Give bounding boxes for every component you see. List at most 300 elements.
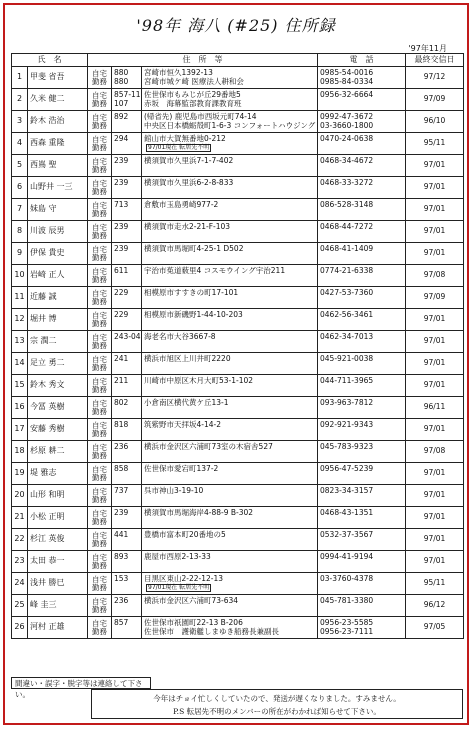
- type-line: 自宅: [92, 266, 107, 276]
- addr-line: 倉敷市玉島勇崎977-2: [144, 200, 219, 210]
- row-number: 3: [12, 111, 28, 133]
- addr-line: 横須賀市久里浜6-2-8-833: [144, 178, 234, 188]
- zip-line: 107: [114, 98, 129, 108]
- zip-line: 294: [114, 134, 129, 144]
- zip-line: 229: [114, 310, 129, 320]
- addr-line: 横浜市金沢区六浦町73室の木宿舎527: [144, 442, 273, 452]
- type-line: 勤務: [92, 274, 107, 284]
- address-type: [88, 375, 112, 397]
- address-type: [88, 441, 112, 463]
- postal-code: [112, 111, 142, 133]
- table-row: [12, 331, 464, 353]
- row-number: 5: [12, 155, 28, 177]
- tel-line: 0470-24-0638: [320, 134, 374, 144]
- member-name: 岩崎 正人: [28, 265, 88, 287]
- address-type: [88, 221, 112, 243]
- zip-line: 236: [114, 596, 129, 606]
- phone-number: [318, 177, 406, 199]
- address: [142, 67, 318, 89]
- phone-number: [318, 111, 406, 133]
- last-contact-date: 97/01: [406, 243, 464, 265]
- zip-line: [114, 628, 139, 636]
- zip-line: [114, 320, 139, 328]
- addr-line: 小倉南区横代黄ケ丘13-1: [144, 398, 229, 408]
- addr-line: 佐世保市もみじが丘29番地5: [144, 90, 241, 100]
- tel-line: [320, 166, 403, 174]
- member-name: 堀井 博: [28, 309, 88, 331]
- address-type: [88, 265, 112, 287]
- phone-number: [318, 309, 406, 331]
- member-name: 伊保 貴史: [28, 243, 88, 265]
- tel-line: 0823-34-3157: [320, 486, 374, 496]
- phone-number: [318, 67, 406, 89]
- header-address: 住 所 等: [88, 54, 318, 67]
- zip-line: [114, 232, 139, 240]
- addr-line: [144, 166, 315, 174]
- type-line: 勤務: [92, 604, 107, 614]
- tel-line: [320, 474, 403, 482]
- address-table: [11, 53, 464, 639]
- last-contact-date: 97/01: [406, 199, 464, 221]
- last-contact-date: 95/11: [406, 133, 464, 155]
- addr-line: 横須賀市久里浜7-1-7-402: [144, 156, 234, 166]
- phone-number: [318, 507, 406, 529]
- postal-code: [112, 463, 142, 485]
- member-name: 妹島 守: [28, 199, 88, 221]
- tel-line: 0956-32-6664: [320, 90, 374, 100]
- last-contact-date: 97/01: [406, 551, 464, 573]
- phone-number: [318, 265, 406, 287]
- address: [142, 243, 318, 265]
- zip-line: [114, 122, 139, 130]
- postal-code: [112, 67, 142, 89]
- addr-line: [144, 584, 315, 592]
- type-line: 勤務: [92, 252, 107, 262]
- tel-line: 092-921-9343: [320, 420, 374, 430]
- postal-code: [112, 573, 142, 595]
- row-number: 9: [12, 243, 28, 265]
- tel-line: [320, 320, 403, 328]
- row-number: 14: [12, 353, 28, 375]
- address-type: [88, 67, 112, 89]
- type-line: 自宅: [92, 200, 107, 210]
- table-row: [12, 573, 464, 595]
- zip-line: [114, 276, 139, 284]
- addr-line: 佐世保市祇園町22-13 B-206: [144, 618, 243, 628]
- page-title: '98年 海八 (#25) 住所録: [136, 16, 336, 35]
- address: [142, 617, 318, 639]
- tel-line: [320, 430, 403, 438]
- type-line: 勤務: [92, 362, 107, 372]
- row-number: 13: [12, 331, 28, 353]
- type-line: 勤務: [92, 516, 107, 526]
- tel-line: [320, 540, 403, 548]
- zip-line: 239: [114, 508, 129, 518]
- zip-line: [114, 342, 139, 350]
- tel-line: [320, 562, 403, 570]
- last-contact-date: 97/01: [406, 353, 464, 375]
- tel-line: 0774-21-6338: [320, 266, 374, 276]
- type-line: 自宅: [92, 178, 107, 188]
- last-contact-date: 97/01: [406, 507, 464, 529]
- row-number: 24: [12, 573, 28, 595]
- type-line: 勤務: [92, 318, 107, 328]
- type-line: 自宅: [92, 618, 107, 628]
- last-contact-date: 97/05: [406, 617, 464, 639]
- address: [142, 595, 318, 617]
- type-line: 自宅: [92, 420, 107, 430]
- member-name: 小松 正明: [28, 507, 88, 529]
- address-type: [88, 595, 112, 617]
- zip-line: [114, 364, 139, 372]
- table-row: [12, 177, 464, 199]
- zip-line: 818: [114, 420, 129, 430]
- postal-code: [112, 529, 142, 551]
- addr-line: [144, 540, 315, 548]
- member-name: 堤 雅志: [28, 463, 88, 485]
- row-number: 26: [12, 617, 28, 639]
- tel-line: 0532-37-3567: [320, 530, 374, 540]
- table-header: [12, 54, 464, 67]
- tel-line: [320, 518, 403, 526]
- phone-number: [318, 221, 406, 243]
- tel-line: [320, 210, 403, 218]
- member-name: 安藤 秀樹: [28, 419, 88, 441]
- zip-line: [114, 188, 139, 196]
- phone-number: [318, 419, 406, 441]
- type-line: 自宅: [92, 156, 107, 166]
- addr-line: 宮崎市恒久1392-13: [144, 68, 213, 78]
- addr-line: [144, 452, 315, 460]
- type-line: 自宅: [92, 398, 107, 408]
- moved-note: 97/01現在 転居先不明: [148, 143, 210, 151]
- member-name: 鈴木 秀文: [28, 375, 88, 397]
- row-number: 12: [12, 309, 28, 331]
- postal-code: [112, 265, 142, 287]
- table-row: [12, 287, 464, 309]
- addr-line: [144, 518, 315, 526]
- zip-line: 893: [114, 552, 129, 562]
- zip-line: 737: [114, 486, 129, 496]
- address-type: [88, 177, 112, 199]
- last-contact-date: 97/01: [406, 485, 464, 507]
- address-type: [88, 463, 112, 485]
- type-line: 自宅: [92, 134, 107, 144]
- addr-line: [144, 188, 315, 196]
- tel-line: 0956-23-7111: [320, 626, 374, 636]
- tel-line: 03-3760-4378: [320, 574, 374, 584]
- row-number: 22: [12, 529, 28, 551]
- phone-number: [318, 375, 406, 397]
- type-line: 勤務: [92, 296, 107, 306]
- type-line: 勤務: [92, 450, 107, 460]
- phone-number: [318, 155, 406, 177]
- row-number: 17: [12, 419, 28, 441]
- row-number: 7: [12, 199, 28, 221]
- address: [142, 463, 318, 485]
- zip-line: 611: [114, 266, 129, 276]
- type-line: 勤務: [92, 208, 107, 218]
- addr-line: [144, 408, 315, 416]
- addr-line: [144, 562, 315, 570]
- member-name: 川波 辰男: [28, 221, 88, 243]
- type-line: 自宅: [92, 442, 107, 452]
- table-row: [12, 111, 464, 133]
- type-line: 自宅: [92, 376, 107, 386]
- last-contact-date: 97/01: [406, 419, 464, 441]
- zip-line: 857: [114, 618, 129, 628]
- header-last-contact: 最終交信日: [406, 54, 464, 67]
- tel-line: 0994-41-9194: [320, 552, 374, 562]
- type-line: 自宅: [92, 112, 107, 122]
- phone-number: [318, 243, 406, 265]
- tel-line: [320, 364, 403, 372]
- type-line: 自宅: [92, 332, 107, 342]
- closing-message: [91, 689, 463, 719]
- phone-number: [318, 485, 406, 507]
- type-line: 勤務: [92, 98, 107, 108]
- row-number: 20: [12, 485, 28, 507]
- zip-line: 880: [114, 76, 129, 86]
- zip-line: 239: [114, 244, 129, 254]
- tel-line: 086-528-3148: [320, 200, 374, 210]
- type-line: 自宅: [92, 508, 107, 518]
- address-book-page: [3, 3, 469, 725]
- tel-line: 0985-84-0334: [320, 76, 374, 86]
- postal-code: [112, 441, 142, 463]
- address: [142, 507, 318, 529]
- row-number: 21: [12, 507, 28, 529]
- table-row: [12, 155, 464, 177]
- zip-line: [114, 430, 139, 438]
- row-number: 1: [12, 67, 28, 89]
- address-type: [88, 397, 112, 419]
- type-line: 自宅: [92, 90, 107, 100]
- table-row: [12, 265, 464, 287]
- row-number: 11: [12, 287, 28, 309]
- zip-line: [114, 562, 139, 570]
- member-name: 浅井 勝巳: [28, 573, 88, 595]
- member-name: 杉江 英俊: [28, 529, 88, 551]
- row-number: 25: [12, 595, 28, 617]
- table-row: [12, 133, 464, 155]
- tel-line: [320, 606, 403, 614]
- phone-number: [318, 397, 406, 419]
- address: [142, 177, 318, 199]
- addr-line: (帰省先) 鹿児島市西坂元町74-14: [144, 112, 257, 122]
- address-type: [88, 111, 112, 133]
- addr-line: 豊橋市富本町20番地の5: [144, 530, 226, 540]
- address: [142, 199, 318, 221]
- zip-line: [114, 474, 139, 482]
- address: [142, 419, 318, 441]
- postal-code: [112, 177, 142, 199]
- type-line: 勤務: [92, 428, 107, 438]
- address: [142, 375, 318, 397]
- last-contact-date: 96/12: [406, 595, 464, 617]
- tel-line: 0956-47-5239: [320, 464, 374, 474]
- zip-line: 802: [114, 398, 129, 408]
- address: [142, 89, 318, 111]
- type-line: 自宅: [92, 222, 107, 232]
- phone-number: [318, 287, 406, 309]
- addr-line: [144, 144, 315, 152]
- type-line: 自宅: [92, 486, 107, 496]
- zip-line: 713: [114, 200, 129, 210]
- phone-number: [318, 529, 406, 551]
- phone-number: [318, 353, 406, 375]
- tel-line: 0468-34-4672: [320, 156, 374, 166]
- tel-line: 045-781-3380: [320, 596, 374, 606]
- zip-line: 236: [114, 442, 129, 452]
- table-row: [12, 595, 464, 617]
- addr-line: [144, 496, 315, 504]
- type-line: 自宅: [92, 574, 107, 584]
- tel-line: 0468-44-7272: [320, 222, 374, 232]
- last-contact-date: 97/01: [406, 463, 464, 485]
- zip-line: 243-04: [114, 332, 141, 342]
- addr-line: 横須賀市走水2-21-F-103: [144, 222, 231, 232]
- addr-line: [144, 430, 315, 438]
- address-type: [88, 485, 112, 507]
- row-number: 23: [12, 551, 28, 573]
- postal-code: [112, 375, 142, 397]
- addr-line: [144, 364, 315, 372]
- address-type: [88, 419, 112, 441]
- zip-line: 239: [114, 156, 129, 166]
- zip-line: [114, 298, 139, 306]
- zip-line: 857-11: [114, 90, 141, 100]
- addr-line: [144, 386, 315, 394]
- tel-line: 0956-23-5585: [320, 618, 374, 628]
- addr-line: 鹿屋市西原2-13-33: [144, 552, 211, 562]
- addr-line: 目黒区東山2-22-12-13: [144, 574, 224, 584]
- address-type: [88, 529, 112, 551]
- addr-line: [144, 320, 315, 328]
- phone-number: [318, 595, 406, 617]
- last-contact-date: 97/01: [406, 529, 464, 551]
- zip-line: 153: [114, 574, 129, 584]
- addr-line: 横浜市金沢区六浦町73-634: [144, 596, 239, 606]
- zip-line: [114, 254, 139, 262]
- addr-line: 海老名市大谷3667-8: [144, 332, 216, 342]
- last-contact-date: 97/09: [406, 287, 464, 309]
- zip-line: 239: [114, 178, 129, 188]
- member-name: 鈴木 浩治: [28, 111, 88, 133]
- closing-message-line1: 今年はチョイ忙しくしていたので、発送が遅くなりました。すみません。: [153, 694, 401, 703]
- address: [142, 331, 318, 353]
- tel-line: 0462-34-7013: [320, 332, 374, 342]
- type-line: 勤務: [92, 406, 107, 416]
- type-line: 勤務: [92, 582, 107, 592]
- tel-line: 0468-43-1351: [320, 508, 374, 518]
- address-type: [88, 89, 112, 111]
- last-contact-date: 97/08: [406, 265, 464, 287]
- address-type: [88, 309, 112, 331]
- address: [142, 309, 318, 331]
- address: [142, 441, 318, 463]
- tel-line: 093-963-7812: [320, 398, 374, 408]
- postal-code: [112, 485, 142, 507]
- type-line: 勤務: [92, 384, 107, 394]
- zip-line: [114, 606, 139, 614]
- member-name: 西嶌 聖: [28, 155, 88, 177]
- addr-line: 佐世保市愛宕町137-2: [144, 464, 219, 474]
- phone-number: [318, 463, 406, 485]
- table-row: [12, 309, 464, 331]
- address: [142, 265, 318, 287]
- correction-note: 間違い・誤字・脱字等は連絡して下さい。: [11, 677, 151, 689]
- tel-line: [320, 342, 403, 350]
- address-type: [88, 551, 112, 573]
- member-name: 河村 正雄: [28, 617, 88, 639]
- tel-line: 0427-53-7360: [320, 288, 374, 298]
- phone-number: [318, 331, 406, 353]
- type-line: 自宅: [92, 244, 107, 254]
- addr-line: 宮崎市城ケ崎 医療法人耕和会: [144, 76, 244, 86]
- addr-line: 佐世保市 護衛艦しまゆき船務長兼副長: [144, 626, 279, 636]
- type-line: 自宅: [92, 530, 107, 540]
- phone-number: [318, 133, 406, 155]
- last-contact-date: 97/01: [406, 331, 464, 353]
- type-line: 勤務: [92, 164, 107, 174]
- member-name: 久米 健二: [28, 89, 88, 111]
- addr-line: 相模原市新磯野1-44-10-203: [144, 310, 243, 320]
- zip-line: 880: [114, 68, 129, 78]
- last-contact-date: 97/01: [406, 221, 464, 243]
- addr-line: [144, 606, 315, 614]
- address-type: [88, 243, 112, 265]
- phone-number: [318, 89, 406, 111]
- row-number: 2: [12, 89, 28, 111]
- type-line: 自宅: [92, 464, 107, 474]
- address-type: [88, 155, 112, 177]
- member-name: 足立 勇二: [28, 353, 88, 375]
- zip-line: 892: [114, 112, 129, 122]
- tel-line: [320, 584, 403, 592]
- table-row: [12, 397, 464, 419]
- type-line: 勤務: [92, 142, 107, 152]
- address-type: [88, 507, 112, 529]
- addr-line: 呉市神山3-19-10: [144, 486, 204, 496]
- table-row: [12, 485, 464, 507]
- last-contact-date: 97/01: [406, 177, 464, 199]
- address: [142, 397, 318, 419]
- tel-line: [320, 232, 403, 240]
- address: [142, 485, 318, 507]
- zip-line: [114, 144, 139, 152]
- postal-code: [112, 309, 142, 331]
- tel-line: 045-921-0038: [320, 354, 374, 364]
- postal-code: [112, 353, 142, 375]
- address-type: [88, 353, 112, 375]
- member-name: 甲斐 省吾: [28, 67, 88, 89]
- addr-line: 横須賀市馬堀海岸4-88-9 B-302: [144, 508, 254, 518]
- row-number: 16: [12, 397, 28, 419]
- address-type: [88, 617, 112, 639]
- tel-line: 0992-47-3672: [320, 112, 374, 122]
- last-contact-date: 97/09: [406, 89, 464, 111]
- address: [142, 529, 318, 551]
- addr-line: [144, 210, 315, 218]
- member-name: 杉原 耕二: [28, 441, 88, 463]
- addr-line: 館山市大賀無番地0-212: [144, 134, 226, 144]
- postal-code: [112, 397, 142, 419]
- addr-line: [144, 474, 315, 482]
- table-row: [12, 199, 464, 221]
- addr-line: 横須賀市馬堀町4-25-1 D502: [144, 244, 244, 254]
- last-contact-date: 96/10: [406, 111, 464, 133]
